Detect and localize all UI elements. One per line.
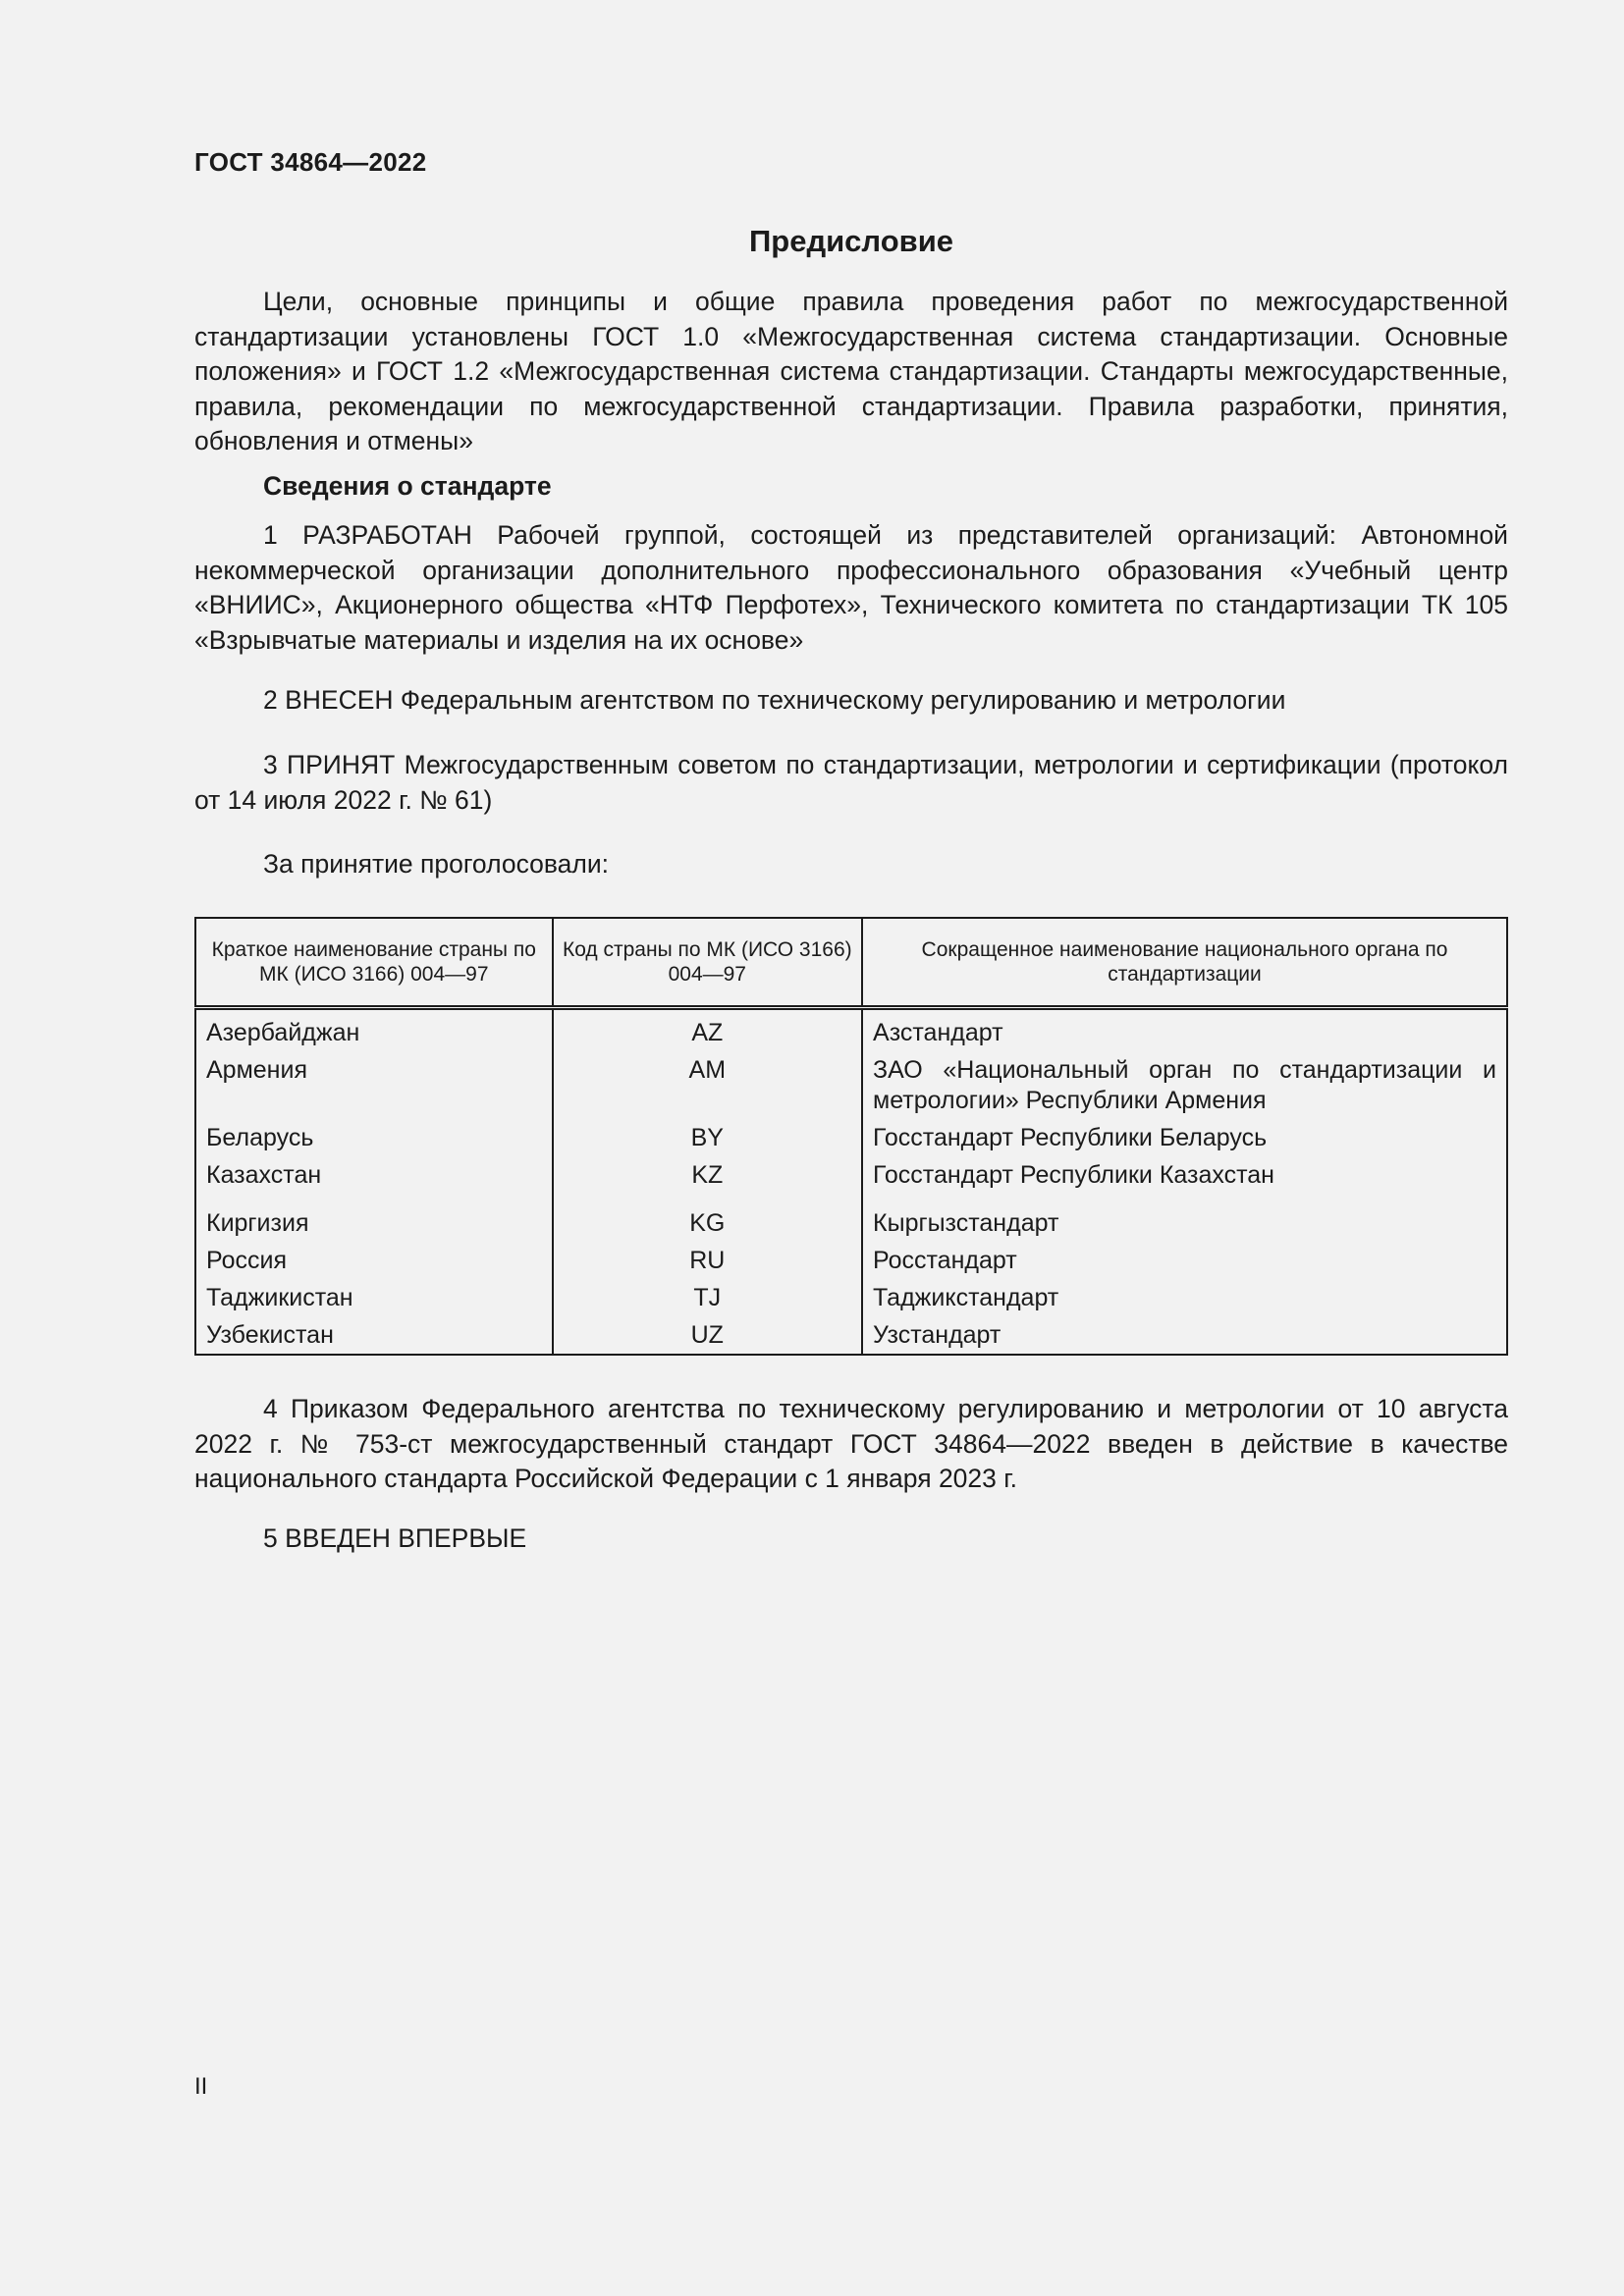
- table-row: [195, 1156, 1507, 1204]
- table-row: [195, 1119, 1507, 1156]
- country-name: Армения: [195, 1051, 553, 1119]
- standards-body: Росстандарт: [873, 1247, 1017, 1274]
- table-row: [195, 1008, 1507, 1052]
- country-code: AZ: [553, 1008, 862, 1052]
- page-title: Предисловие: [748, 224, 953, 258]
- country-code: TJ: [553, 1279, 862, 1316]
- header-country-name: Краткое наименование страны по МК (ИСО 3166) 004—97: [195, 918, 553, 1008]
- country-name: Беларусь: [195, 1119, 553, 1156]
- country-name: Узбекистан: [195, 1316, 553, 1355]
- voters-caption: За принятие проголосовали:: [263, 849, 610, 879]
- item-enacted: 4 Приказом Федерального агентства по техническому регулированию и метрологии от 10 августа 2022 г. № 753-ст межгосударственный стандарт ГОСТ 34864—2022 введен в действие в качестве национального стандарта Российской Федерации с 1 января 2023 г.: [194, 1394, 1508, 1493]
- standards-body: Таджикстандарт: [873, 1284, 1059, 1311]
- standards-body: Госстандарт Республики Беларусь: [873, 1124, 1268, 1151]
- standards-body: Кыргызстандарт: [873, 1209, 1059, 1237]
- standards-body: Азстандарт: [873, 1019, 1003, 1046]
- header-standards-body: Сокращенное наименование национального органа по стандартизации: [862, 918, 1507, 1008]
- item-submitted: 2 ВНЕСЕН Федеральным агентством по техническому регулированию и метрологии: [263, 685, 1286, 715]
- country-code: KZ: [553, 1156, 862, 1204]
- standards-body: ЗАО «Национальный орган по стандартизации и метрологии» Республики Армения: [873, 1056, 1496, 1114]
- country-name: Киргизия: [195, 1204, 553, 1242]
- table-row: [195, 1242, 1507, 1279]
- country-code: KG: [553, 1204, 862, 1242]
- standards-body: Узстандарт: [873, 1321, 1001, 1349]
- table-row: [195, 1204, 1507, 1242]
- country-name: Таджикистан: [195, 1279, 553, 1316]
- section-heading: Сведения о стандарте: [263, 471, 552, 501]
- country-name: Азербайджан: [195, 1008, 553, 1052]
- voting-countries-table: [194, 917, 1508, 1356]
- country-code: BY: [553, 1119, 862, 1156]
- item-first-introduced: 5 ВВЕДЕН ВПЕРВЫЕ: [263, 1523, 527, 1553]
- country-name: Казахстан: [195, 1156, 553, 1204]
- table-row: [195, 1279, 1507, 1316]
- header-country-code: Код страны по МК (ИСО 3166) 004—97: [553, 918, 862, 1008]
- table-row: [195, 1051, 1507, 1119]
- page-number: II: [194, 2073, 208, 2100]
- item-adopted: 3 ПРИНЯТ Межгосударственным советом по стандартизации, метрологии и сертификации (протокол от 14 июля 2022 г. № 61): [194, 750, 1508, 815]
- document-code: ГОСТ 34864—2022: [194, 147, 427, 177]
- country-code: UZ: [553, 1316, 862, 1355]
- item-developed: 1 РАЗРАБОТАН Рабочей группой, состоящей из представителей организаций: Автономной некоммерческой организации дополнительного профессионального образования «Учебный центр «ВНИИС», Акционерного общества «НТФ Перфотех», Технического комитета по стандартизации ТК 105 «Взрывчатые материалы и изделия на их основе»: [194, 520, 1508, 655]
- country-code: AM: [553, 1051, 862, 1119]
- table-row: [195, 1316, 1507, 1355]
- table-header-row: [195, 918, 1507, 1008]
- standards-body: Госстандарт Республики Казахстан: [873, 1161, 1274, 1189]
- country-name: Россия: [195, 1242, 553, 1279]
- intro-paragraph: Цели, основные принципы и общие правила проведения работ по межгосударственной стандартизации установлены ГОСТ 1.0 «Межгосударственная система стандартизации. Основные положения» и ГОСТ 1.2 «Межгосударственная система стандартизации. Стандарты межгосударственные, правила, рекомендации по межгосударственной стандартизации. Правила разработки, принятия, обновления и отмены»: [194, 287, 1508, 455]
- country-code: RU: [553, 1242, 862, 1279]
